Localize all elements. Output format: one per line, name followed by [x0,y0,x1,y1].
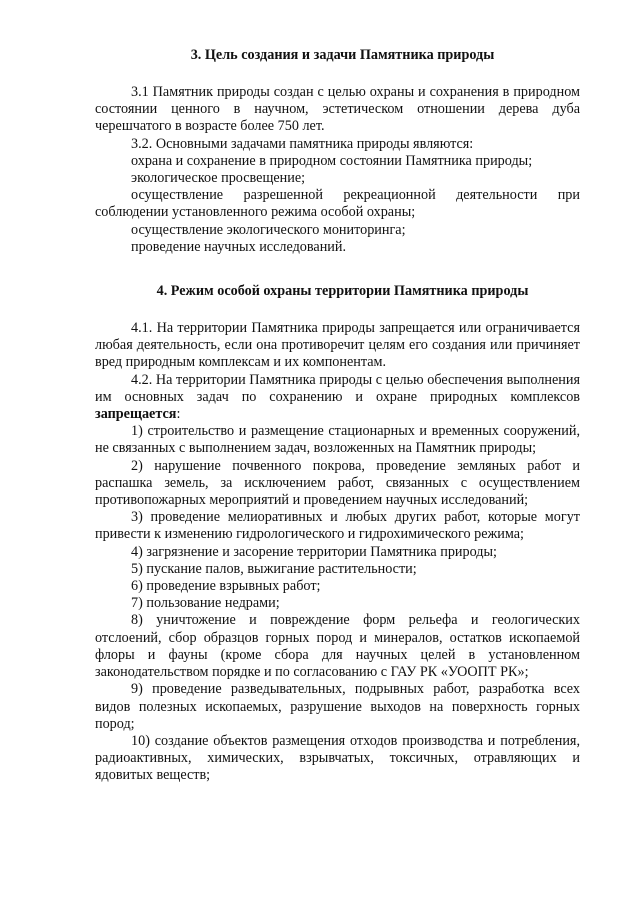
section-3-heading: 3. Цель создания и задачи Памятника природы [190,47,495,63]
prohibition-item: 7) пользование недрами; [131,595,280,612]
prohibition-item: 6) проведение взрывных работ; [131,578,321,595]
prohibition-item: 8) уничтожение и повреждение форм рельефа и геологических отслоений, сбор образцов горных пород и минералов, остатков ископаемой флоры и фауны (кроме сбора для научных целей в установленном законодательством порядке и по согласованию с ГАУ РК «УООПТ РК»; [95,612,580,681]
paragraph-4-1: 4.1. На территории Памятника природы запрещается или ограничивается любая деятельность, если она противоречит целям его создания или причиняет вред природным комплексам и их компонентам. [95,320,580,371]
prohibition-item: 10) создание объектов размещения отходов производства и потребления, радиоактивных, химических, взрывчатых, токсичных, отравляющих и ядовитых веществ; [95,732,580,784]
task-item: осуществление разрешенной рекреационной деятельности при соблюдении установленного режима особой охраны; [95,187,580,221]
paragraph-3-2: 3.2. Основными задачами памятника природы являются: [131,135,474,152]
prohibition-item: 9) проведение разведывательных, подрывных работ, разработка всех видов полезных ископаемых, разрушение выходов на поверхность горных пород; [95,681,580,732]
paragraph-4-2-text: 4.2. На территории Памятника природы с целью обеспечения выполнения им основных задач по сохранению и охране природных комплексов [95,371,580,405]
task-item: охрана и сохранение в природном состоянии Памятника природы; [131,152,533,169]
task-item: экологическое просвещение; [131,170,306,187]
section-3-body [95,84,580,256]
prohibition-item: 2) нарушение почвенного покрова, проведение земляных работ и распашка земель, за исключением работ, связанных с осуществлением противопожарных мероприятий и проведением научных исследований; [95,457,580,509]
task-item: проведение научных исследований. [131,238,347,255]
prohibition-item: 5) пускание палов, выжигание растительности; [131,560,417,577]
prohibition-item: 3) проведение мелиоративных и любых других работ, которые могут привести к изменению гидрологического и гидрохимического режима; [95,509,580,543]
paragraph-4-2 [95,372,580,424]
paragraph-3-1: 3.1 Памятник природы создан с целью охраны и сохранения в природном состоянии ценного в научном, эстетическом отношении дерева дуба черешчатого в возрасте более 750 лет. [95,84,580,135]
prohibition-item: 1) строительство и размещение стационарных и временных сооружений, не связанных с выполнением задач, возложенных на Памятник природы; [95,423,580,457]
section-4-heading: 4. Режим особой охраны территории Памятника природы [156,283,529,300]
task-item: осуществление экологического мониторинга; [131,221,406,238]
section-4-body [95,320,580,784]
prohibition-item: 4) загрязнение и засорение территории Памятника природы; [131,543,497,560]
prohibited-emphasis: запрещается [95,406,177,423]
paragraph-4-2-colon: : [176,406,181,423]
